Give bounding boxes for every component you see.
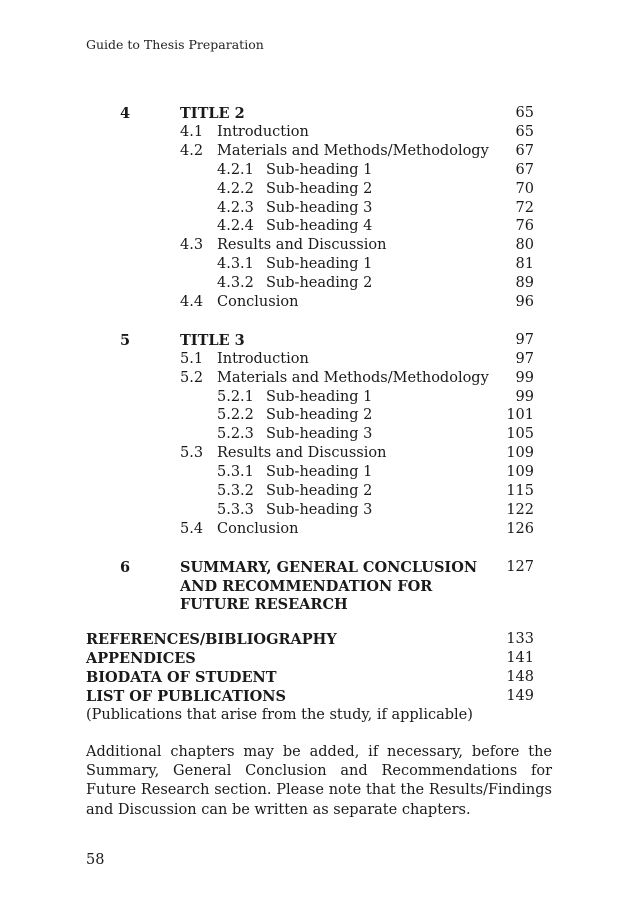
section-entry [0,123,638,142]
subsection-entry [0,274,638,293]
subsection-entry [0,161,638,180]
subsection-page: 101 [506,407,534,424]
section-page: 96 [515,294,534,310]
subsection-page: 67 [515,161,534,178]
back-matter-title: BIODATA OF STUDENT [86,668,277,686]
subsection-entry [0,406,638,425]
back-matter-entry [0,649,638,668]
chapter-title-line [0,595,638,614]
subsection-title: Sub-heading 2 [266,180,373,197]
subsection-entry [0,463,638,482]
subsection-number: 4.2.1 [217,161,254,178]
subsection-entry [0,482,638,501]
section-number: 4.3 [180,237,204,254]
section-entry [0,350,638,369]
subsection-title: Sub-heading 1 [266,464,373,481]
section-number: 5.1 [180,350,204,367]
section-page: 97 [515,350,534,367]
section-title: Materials and Methods/Methodology [217,369,489,386]
back-matter-entry [0,687,638,706]
subsection-number: 5.2.1 [217,388,254,405]
subsection-title: Sub-heading 3 [266,501,373,518]
section-page: 126 [506,520,534,537]
subsection-title: Sub-heading 1 [266,256,373,273]
chapter-page: 97 [515,331,534,348]
chapter-title: SUMMARY, GENERAL CONCLUSION [180,558,478,576]
subsection-page: 89 [515,275,534,292]
section-title: Conclusion [217,520,299,537]
section-number: 5.2 [180,369,204,386]
subsection-number: 5.2.2 [217,407,254,424]
chapter-heading [0,331,638,350]
chapter-number: 4 [120,105,131,122]
subsection-number: 5.3.2 [217,483,254,499]
section-page: 67 [515,142,534,159]
subsection-title: Sub-heading 3 [266,199,373,216]
section-number: 5.3 [180,445,204,462]
subsection-title: Sub-heading 4 [266,218,373,235]
subsection-page: 70 [515,180,534,197]
chapter-title-line [0,558,638,577]
running-header: Guide to Thesis Preparation [86,37,264,52]
chapter-title: TITLE 3 [180,331,245,349]
subsection-title: Sub-heading 2 [266,407,373,424]
chapter-title: AND RECOMMENDATION FOR [180,577,433,595]
section-number: 4.4 [180,294,204,310]
subsection-entry [0,425,638,444]
subsection-number: 4.3.2 [217,275,254,292]
chapter-title: TITLE 2 [180,105,245,122]
subsection-page: 81 [515,256,534,273]
section-number: 4.1 [180,123,204,140]
section-entry [0,142,638,161]
subsection-entry [0,180,638,199]
subsection-number: 4.3.1 [217,256,254,273]
back-matter-title: APPENDICES [86,649,196,667]
chapter-page: 127 [506,558,534,575]
chapter-title-line [0,577,638,596]
section-title: Materials and Methods/Methodology [217,142,489,159]
page-number: 58 [86,852,105,868]
section-title: Results and Discussion [217,237,387,254]
subsection-entry [0,217,638,236]
publications-note-text: (Publications that arise from the study, if applicable) [86,706,473,723]
subsection-entry [0,255,638,274]
subsection-entry [0,501,638,520]
section-number: 4.2 [180,142,204,159]
subsection-page: 115 [506,483,534,499]
section-entry [0,236,638,255]
back-matter-page: 148 [506,668,534,685]
subsection-number: 5.3.3 [217,501,254,518]
section-entry [0,520,638,539]
section-page: 99 [515,369,534,386]
publications-note [0,706,638,725]
subsection-entry [0,199,638,218]
subsection-number: 4.2.2 [217,180,254,197]
subsection-title: Sub-heading 1 [266,388,373,405]
back-matter-title: LIST OF PUBLICATIONS [86,687,286,705]
chapter-heading [0,104,638,123]
subsection-page: 72 [515,199,534,216]
back-matter-entry [0,668,638,687]
subsection-title: Sub-heading 2 [266,275,373,292]
subsection-page: 122 [506,501,534,518]
subsection-page: 76 [515,218,534,235]
subsection-number: 5.3.1 [217,464,254,481]
subsection-number: 4.2.3 [217,199,254,216]
section-number: 5.4 [180,520,204,537]
section-title: Introduction [217,123,309,140]
note-paragraph: Additional chapters may be added, if necessary, before the Summary, General Conclusion and Recommendations for Future Research section. Please note that the Results/Findings and Discussion can be written as separate chapters. [86,744,552,818]
chapter-title: FUTURE RESEARCH [180,596,348,614]
section-entry [0,369,638,388]
chapter-page: 65 [515,105,534,121]
section-title: Results and Discussion [217,445,387,462]
subsection-page: 105 [506,426,534,443]
subsection-number: 5.2.3 [217,426,254,443]
subsection-page: 99 [515,388,534,405]
section-page: 80 [515,237,534,254]
chapter-number: 5 [120,331,131,349]
subsection-page: 109 [506,464,534,481]
section-page: 65 [515,123,534,140]
subsection-entry [0,388,638,407]
chapter-number: 6 [120,558,131,576]
back-matter-title: REFERENCES/BIBLIOGRAPHY [86,631,337,648]
subsection-title: Sub-heading 1 [266,161,373,178]
section-title: Introduction [217,350,309,367]
subsection-title: Sub-heading 3 [266,426,373,443]
section-title: Conclusion [217,294,299,310]
back-matter-page: 141 [506,649,534,666]
back-matter-page: 149 [506,687,534,704]
section-page: 109 [506,445,534,462]
subsection-title: Sub-heading 2 [266,483,373,499]
back-matter-entry [0,630,638,649]
section-entry [0,444,638,463]
back-matter-page: 133 [506,631,534,647]
section-entry [0,293,638,312]
subsection-number: 4.2.4 [217,218,254,235]
